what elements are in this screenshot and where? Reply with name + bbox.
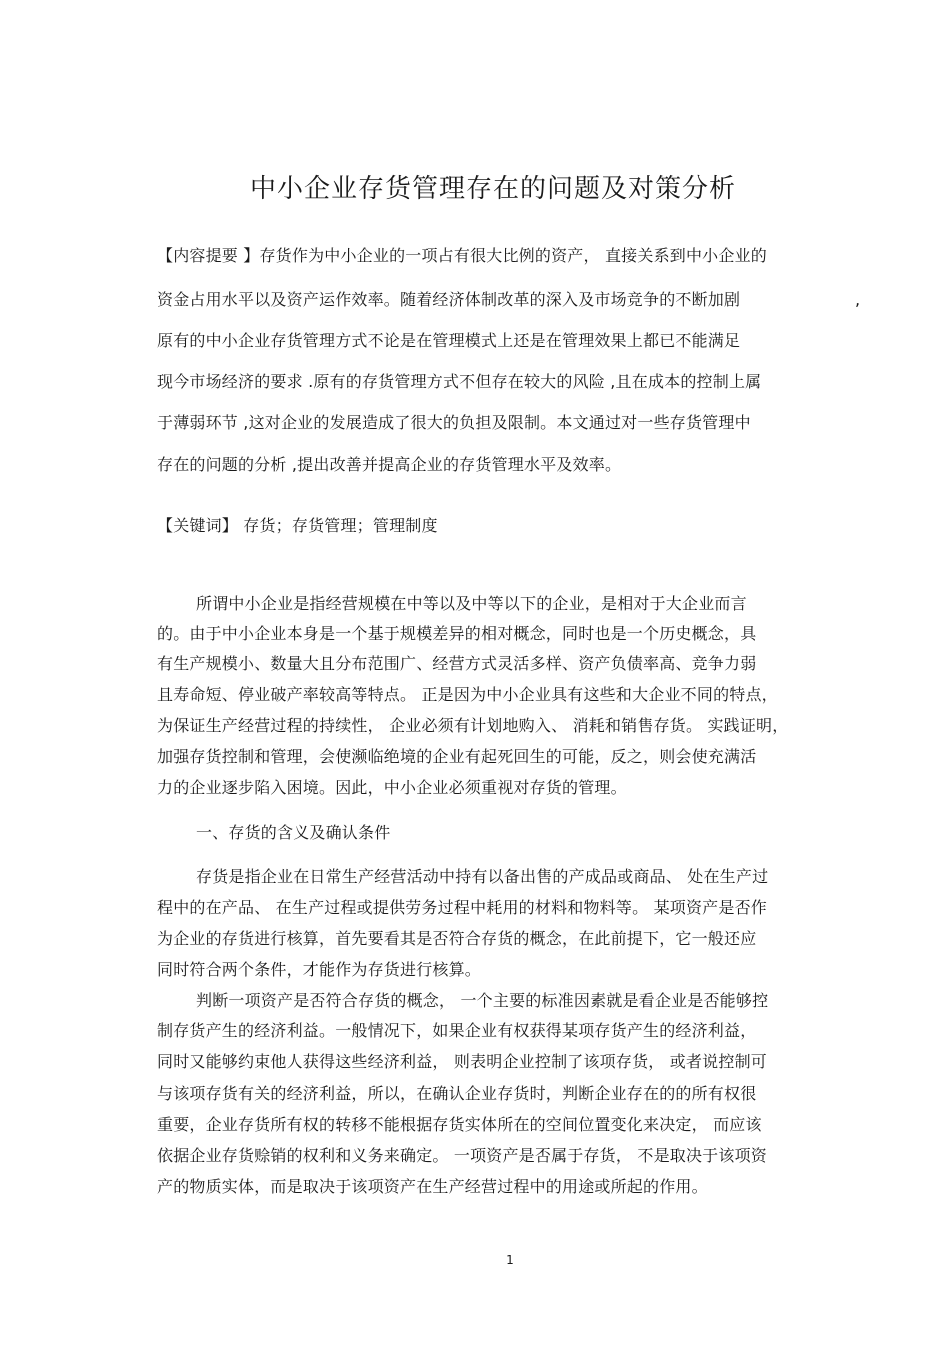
abstract-line: 资金占用水平以及资产运作效率。随着经济体制改革的深入及市场竞争的不断加剧 [157, 290, 741, 309]
paragraph-line: 所谓中小企业是指经营规模在中等以及中等以下的企业，是相对于大企业而言 [196, 594, 747, 613]
paragraph-line: 产的物质实体，而是取决于该项资产在生产经营过程中的用途或所起的作用。 [157, 1177, 708, 1196]
abstract-line: 存在的问题的分析 ,提出改善并提高企业的存货管理水平及效率。 [157, 455, 622, 474]
document-title: 中小企业存货管理存在的问题及对策分析 [249, 174, 736, 204]
abstract-line: , [855, 290, 861, 309]
paragraph-line: 加强存货控制和管理，会使濒临绝境的企业有起死回生的可能，反之，则会使充满活 [157, 747, 757, 766]
keywords-line: 【关键词】 存货；存货管理；管理制度 [157, 516, 438, 535]
paragraph-line: 为企业的存货进行核算，首先要看其是否符合存货的概念，在此前提下，它一般还应 [157, 929, 757, 948]
paragraph-line: 程中的在产品、 在生产过程或提供劳务过程中耗用的材料和物料等。 某项资产是否作 [157, 898, 767, 917]
abstract-line: 现今市场经济的要求 .原有的存货管理方式不但存在较大的风险 ,且在成本的控制上属 [157, 372, 762, 391]
paragraph-line: 依据企业存货赊销的权利和义务来确定。 一项资产是否属于存货， 不是取决于该项资 [157, 1146, 767, 1165]
paragraph-line: 有生产规模小、数量大且分布范围广、经营方式灵活多样、资产负债率高、竞争力弱 [157, 654, 757, 673]
paragraph-line: 制存货产生的经济利益。一般情况下，如果企业有权获得某项存货产生的经济利益， [157, 1021, 757, 1040]
paragraph-line: 同时又能够约束他人获得这些经济利益， 则表明企业控制了该项存货， 或者说控制可 [157, 1052, 767, 1071]
paragraph-line: 重要，企业存货所有权的转移不能根据存货实体所在的空间位置变化来决定， 而应该 [157, 1115, 762, 1134]
paragraph-line: 判断一项资产是否符合存货的概念， 一个主要的标准因素就是看企业是否能够控 [196, 991, 769, 1010]
page-number: 1 [506, 1253, 514, 1267]
paragraph-line: 存货是指企业在日常生产经营活动中持有以备出售的产成品或商品、 处在生产过 [196, 867, 769, 886]
abstract-line: 于薄弱环节 ,这对企业的发展造成了很大的负担及限制。本文通过对一些存货管理中 [157, 413, 751, 432]
paragraph-line: 力的企业逐步陷入困境。因此，中小企业必须重视对存货的管理。 [157, 778, 627, 797]
paragraph-line: 的。由于中小企业本身是一个基于规模差异的相对概念，同时也是一个历史概念，具 [157, 624, 757, 643]
paragraph-line: 同时符合两个条件，才能作为存货进行核算。 [157, 960, 482, 979]
paragraph-line: 且寿命短、停业破产率较高等特点。 正是因为中小企业具有这些和大企业不同的特点， [157, 685, 778, 704]
section-heading: 一、存货的含义及确认条件 [196, 823, 391, 842]
paragraph-line: 与该项存货有关的经济利益，所以，在确认企业存货时，判断企业存在的的所有权很 [157, 1084, 757, 1103]
paragraph-line: 为保证生产经营过程的持续性， 企业必须有计划地购入、 消耗和销售存货。 实践证明， [157, 716, 789, 735]
abstract-line: 原有的中小企业存货管理方式不论是在管理模式上还是在管理效果上都已不能满足 [157, 331, 741, 350]
abstract-line: 【内容提要 】存货作为中小企业的一项占有很大比例的资产， 直接关系到中小企业的 [157, 246, 767, 265]
